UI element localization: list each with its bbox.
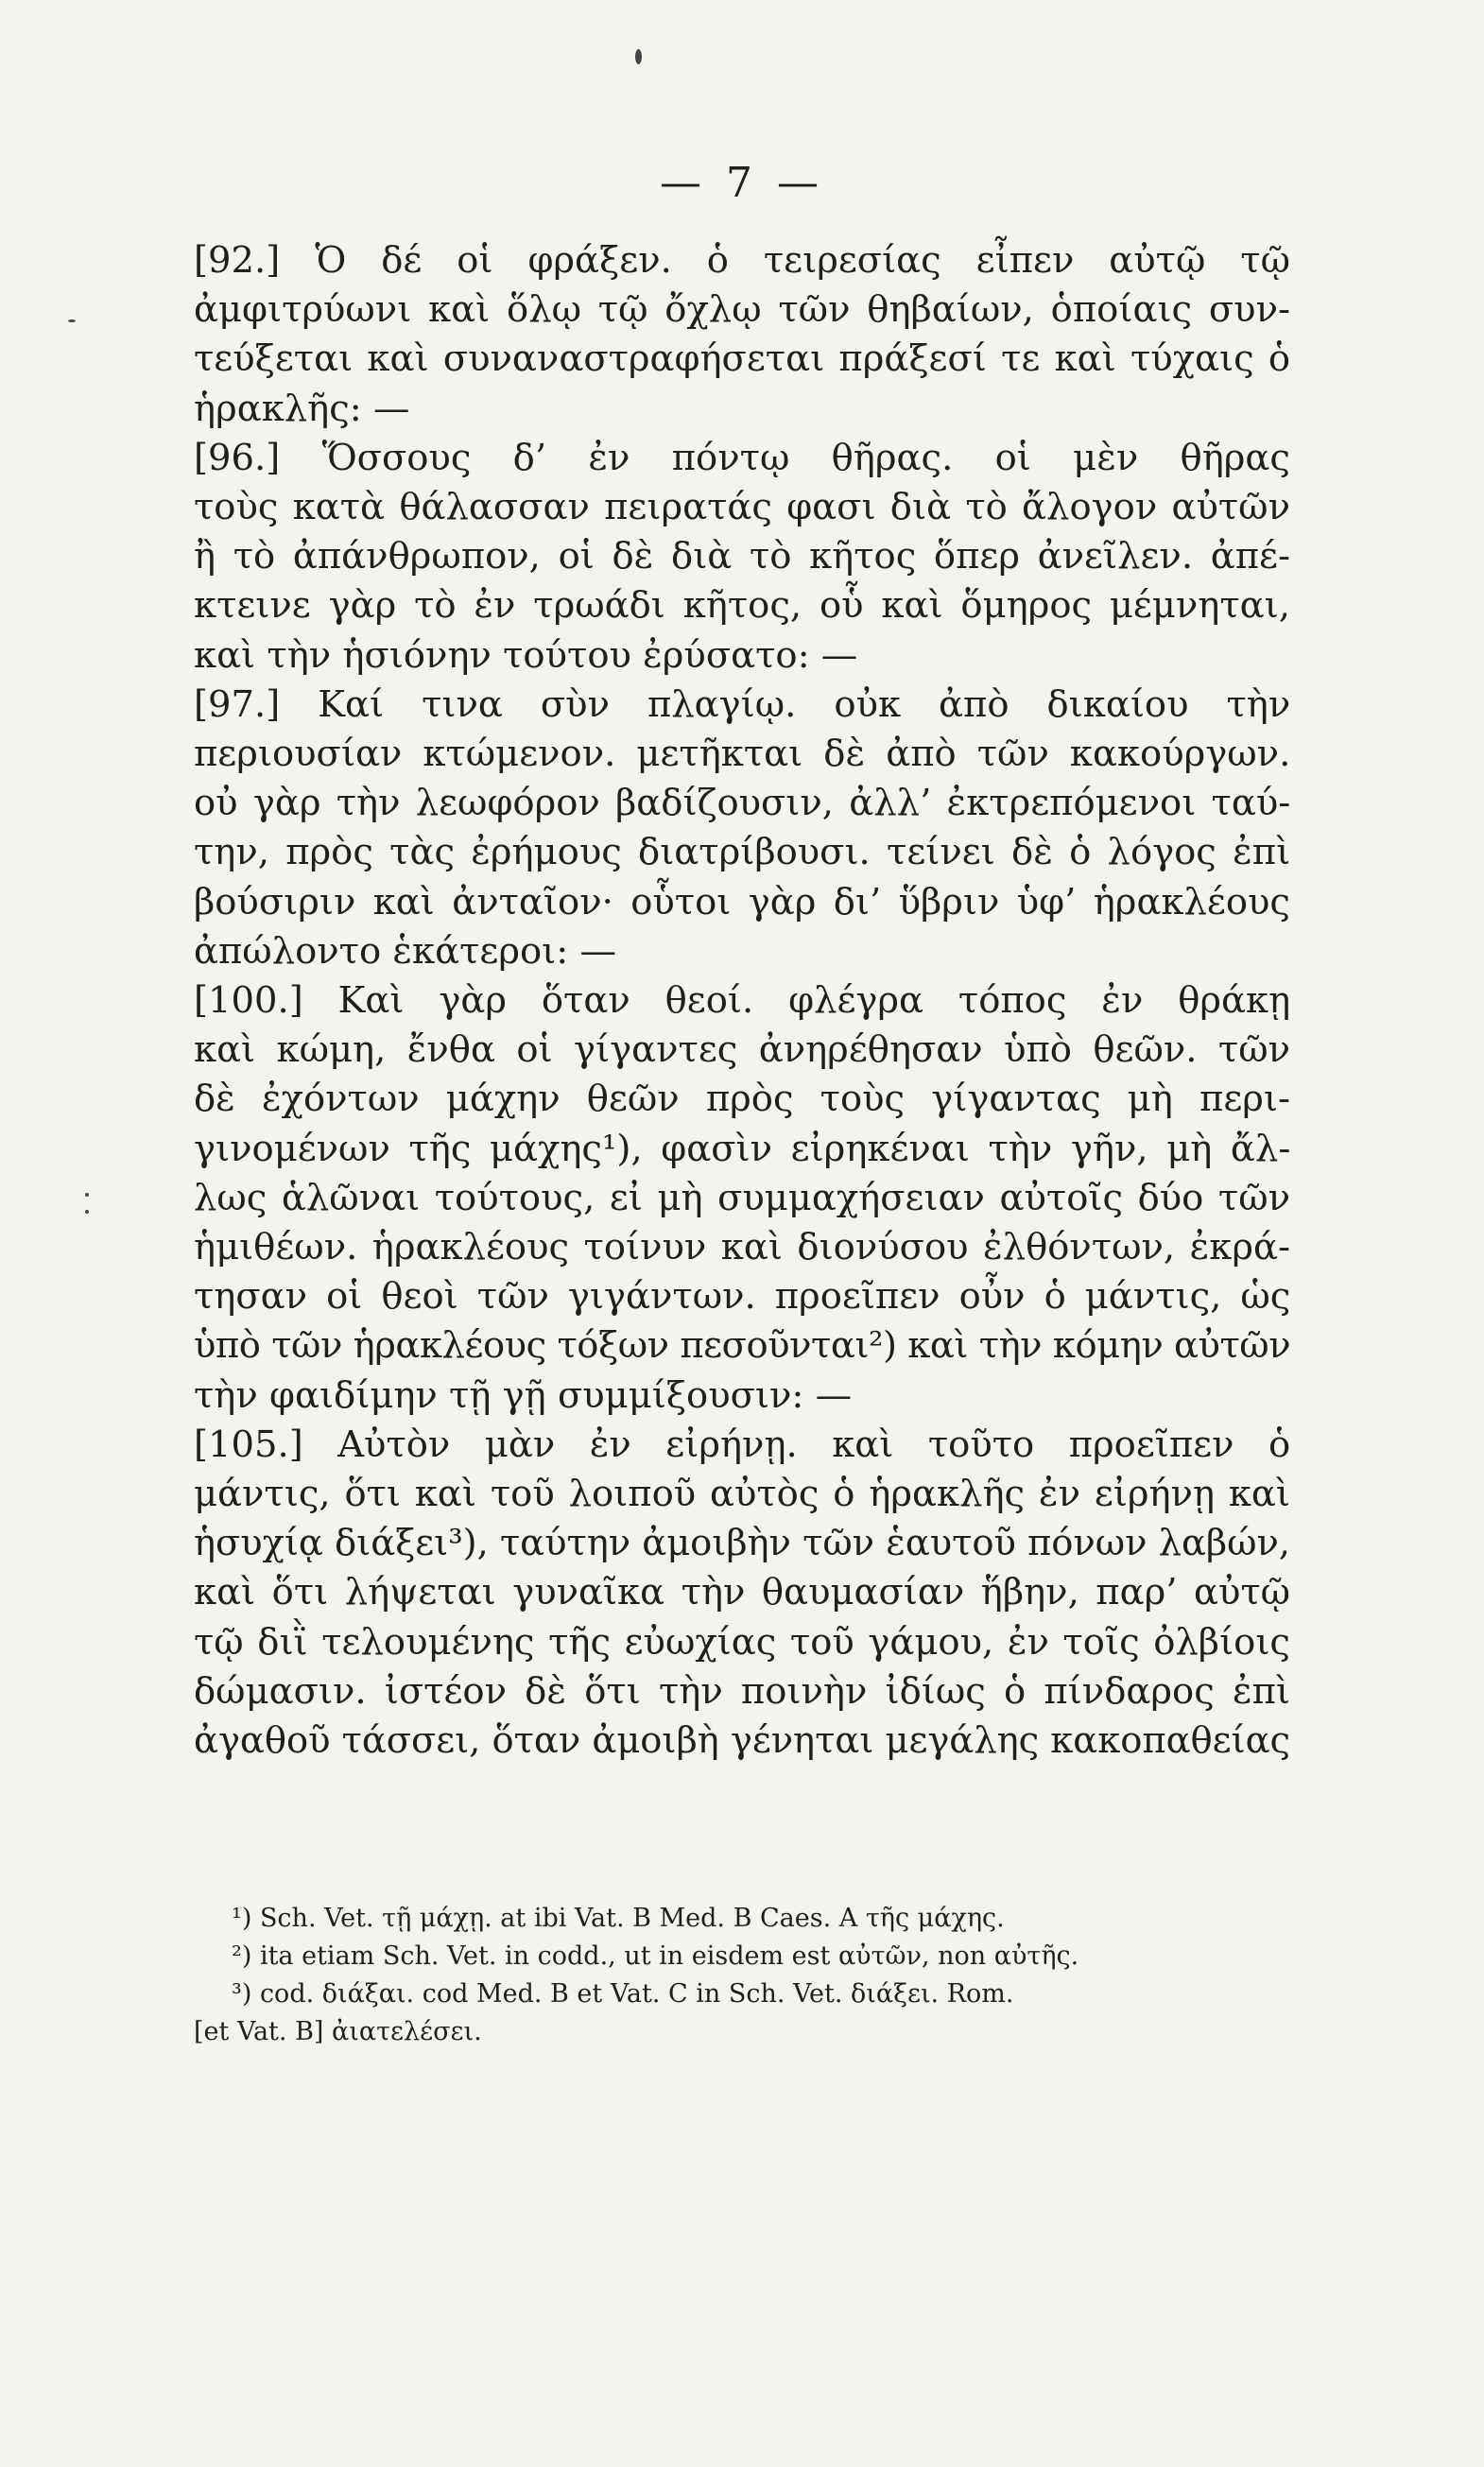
text-line: λως ἁλῶναι τούτους, εἰ μὴ συμμαχήσειαν αὐτοῖς δύο τῶν — [194, 1176, 1290, 1219]
main-text — [194, 236, 1290, 1766]
text-line: την, πρὸς τὰς ἐρήμους διατρίβουσι. τείνει δὲ ὁ λόγος ἐπὶ — [194, 831, 1291, 874]
text-line: [97.] Καί τινα σὺν πλαγίῳ. οὐκ ἀπὸ δικαίου τὴν — [194, 682, 1291, 726]
text-line: [96.] Ὅσσους δ’ ἐν πόντῳ θῆρας. οἱ μὲν θῆρας — [194, 436, 1290, 479]
text-line: ἀπώλοντο ἑκάτεροι: — — [194, 929, 616, 973]
text-line: ὑπὸ τῶν ἡρακλέους τόξων πεσοῦνται²) καὶ τὴν κόμην αὐτῶν — [194, 1324, 1291, 1368]
text-line: [92.] Ὁ δέ οἱ φράξεν. ὁ τειρεσίας εἶπεν αὐτῷ τῷ — [194, 239, 1290, 282]
text-line: τησαν οἱ θεοὶ τῶν γιγάντων. προεῖπεν οὖν ὁ μάντις, ὡς — [194, 1275, 1291, 1319]
text-line: κτεινε γὰρ τὸ ἐν τρωάδι κῆτος, οὗ καὶ ὅμηρος μέμνηται, — [194, 584, 1290, 628]
text-line: [100.] Καὶ γὰρ ὅταν θεοί. φλέγρα τόπος ἐν θράκῃ — [194, 979, 1291, 1023]
text-line: ἀγαθοῦ τάσσει, ὅταν ἀμοιβὴ γένηται μεγάλης κακοπαθείας — [194, 1719, 1291, 1763]
ink-speck — [85, 1193, 89, 1197]
page-number: — 7 — — [660, 159, 824, 207]
footnote: ¹) Sch. Vet. τῇ μάχῃ. at ibi Vat. B Med. B Caes. A τῆς μάχης. — [232, 1904, 1005, 1933]
text-line: οὐ γὰρ τὴν λεωφόρον βαδίζουσιν, ἀλλ’ ἐκτρεπόμενοι ταύ- — [194, 782, 1291, 825]
text-line: ἢ τὸ ἀπάνθρωπον, οἱ δὲ διὰ τὸ κῆτος ὅπερ ἀνεῖλεν. ἀπέ- — [194, 535, 1290, 578]
text-line: μάντις, ὅτι καὶ τοῦ λοιποῦ αὐτὸς ὁ ἡρακλῆς ἐν εἰρήνῃ καὶ — [194, 1473, 1291, 1516]
text-line: περιουσίαν κτώμενον. μετῆκται δὲ ἀπὸ τῶν κακούργων. — [194, 733, 1291, 776]
text-line: καὶ τὴν ἡσιόνην τούτου ἐρύσατο: — — [194, 633, 858, 677]
text-line: ἀμφιτρύωνι καὶ ὅλῳ τῷ ὄχλῳ τῶν θηβαίων, ὁποίαις συν- — [194, 288, 1290, 332]
text-line: καὶ κώμη, ἔνθα οἱ γίγαντες ἀνηρέθησαν ὑπὸ θεῶν. τῶν — [194, 1028, 1290, 1072]
text-line: καὶ ὅτι λήψεται γυναῖκα τὴν θαυμασίαν ἥβην, παρ’ αὐτῷ — [194, 1571, 1291, 1614]
text-line: βούσιριν καὶ ἀνταῖον· οὗτοι γὰρ δι’ ὕβριν ὑφ’ ἡρακλέους — [194, 880, 1290, 923]
text-line: τεύξεται καὶ συναναστραφήσεται πράξεσί τε καὶ τύχαις ὁ — [194, 337, 1291, 381]
ink-speck — [85, 1210, 89, 1214]
footnote: ²) ita etiam Sch. Vet. in codd., ut in eisdem est αὐτῶν, non αὐτῆς. — [232, 1941, 1079, 1971]
ink-speck — [635, 49, 642, 64]
text-line: τῷ διῒ τελουμένης τῆς εὐωχίας τοῦ γάμου, ἐν τοῖς ὀλβίοις — [194, 1620, 1290, 1664]
text-line: γινομένων τῆς μάχης¹), φασὶν εἰρηκέναι τὴν γῆν, μὴ ἄλ- — [194, 1127, 1291, 1170]
ink-speck — [68, 319, 76, 322]
text-line: [105.] Αὐτὸν μὰν ἐν εἰρήνῃ. καὶ τοῦτο προεῖπεν ὁ — [194, 1423, 1291, 1466]
text-line: τὴν φαιδίμην τῇ γῇ συμμίξουσιν: — — [194, 1373, 853, 1417]
footnote: ³) cod. διάξαι. cod Med. B et Vat. C in Sch. Vet. διάξει. Rom. — [232, 1979, 1014, 2009]
footnote-continuation: [et Vat. B] ἀιατελέσει. — [194, 2017, 482, 2046]
text-line: δώμασιν. ἰστέον δὲ ὅτι τὴν ποινὴν ἰδίως ὁ πίνδαρος ἐπὶ — [194, 1669, 1290, 1713]
text-line: τοὺς κατὰ θάλασσαν πειρατάς φασι διὰ τὸ ἄλογον αὐτῶν — [194, 486, 1290, 529]
text-line: ἡσυχίᾳ διάξει³), ταύτην ἀμοιβὴν τῶν ἑαυτοῦ πόνων λαβών, — [194, 1522, 1290, 1565]
text-line: δὲ ἐχόντων μάχην θεῶν πρὸς τοὺς γίγαντας μὴ περι- — [194, 1078, 1290, 1121]
text-line: ἡμιθέων. ἡρακλέους τοίνυν καὶ διονύσου ἐλθόντων, ἐκρά- — [194, 1226, 1290, 1269]
footnotes — [194, 1900, 1290, 2051]
text-line: ἡρακλῆς: — — [194, 387, 410, 430]
